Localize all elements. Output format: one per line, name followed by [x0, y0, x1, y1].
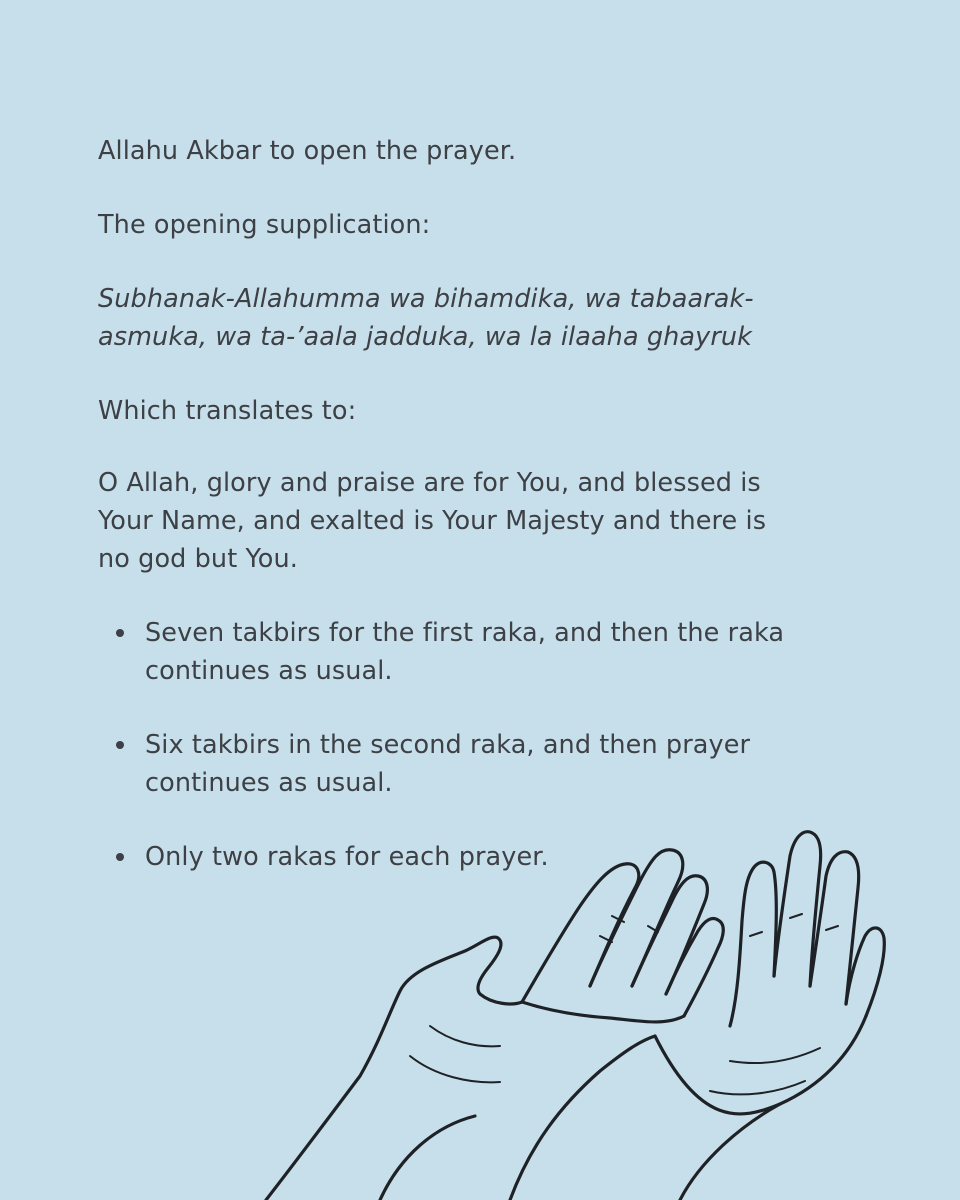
left-wrist-line: [380, 1116, 475, 1200]
bullet-dot-icon: [116, 741, 124, 749]
left-hand-outline: [266, 937, 522, 1200]
left-crease-2: [410, 1056, 500, 1082]
right-hand-outline: [510, 1036, 655, 1200]
left-knuckle-line-1: [600, 916, 658, 942]
left-finger-1: [522, 864, 639, 1002]
bullet-dot-icon: [116, 629, 124, 637]
left-finger-4: [666, 918, 723, 1016]
left-crease-1: [430, 1026, 500, 1046]
bullet-dot-icon: [116, 853, 124, 861]
left-palm-edge: [522, 1002, 684, 1022]
transliteration-text: [98, 280, 838, 356]
translation-heading: Which translates to:: [98, 396, 357, 426]
right-crease-2: [710, 1081, 805, 1094]
praying-hands-icon: [260, 826, 900, 1200]
translation-line-1: O Allah, glory and praise are for You, and blessed is: [98, 468, 761, 498]
bullet-line-1: Only two rakas for each prayer.: [145, 842, 549, 872]
translation-text: [98, 464, 838, 578]
opening-takbir-text: Allahu Akbar to open the prayer.: [98, 136, 517, 166]
translation-line-3: no god but You.: [98, 544, 298, 574]
supplication-heading: The opening supplication:: [98, 210, 431, 240]
bullet-item-six-takbirs: [98, 726, 838, 802]
right-palm-edge: [655, 1016, 866, 1114]
right-wrist-line: [680, 1104, 780, 1200]
transliteration-line-2: asmuka, wa ta-’aala jadduka, wa la ilaaha ghayruk: [98, 322, 753, 352]
translation-line-2: Your Name, and exalted is Your Majesty and there is: [98, 506, 767, 536]
text-content: [98, 132, 838, 912]
bullet-item-seven-takbirs: [98, 614, 838, 690]
bullet-line-2: continues as usual.: [145, 768, 393, 798]
bullet-line-1: Seven takbirs for the first raka, and then the raka: [145, 618, 785, 648]
bullet-line-2: continues as usual.: [145, 656, 393, 686]
transliteration-line-1: Subhanak-Allahumma wa bihamdika, wa tabaarak-: [98, 284, 754, 314]
bullet-line-1: Six takbirs in the second raka, and then prayer: [145, 730, 751, 760]
right-knuckle-line-1: [750, 914, 838, 936]
right-finger-1: [730, 862, 776, 1026]
right-crease-1: [730, 1048, 820, 1063]
